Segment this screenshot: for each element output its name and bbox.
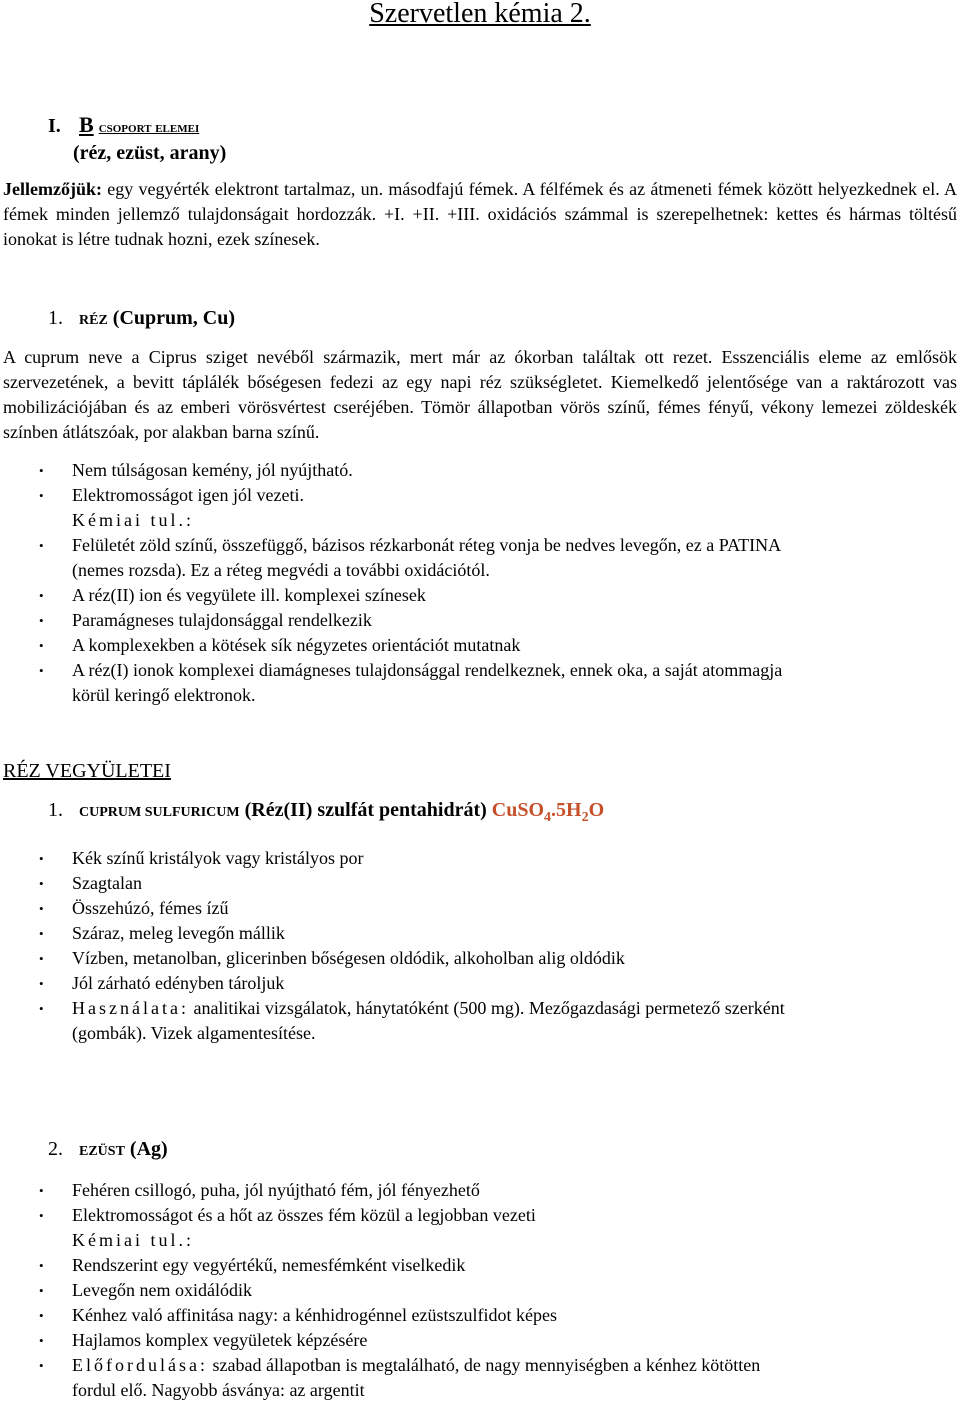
list-item: • Felületét zöld színű, összefüggő, bázisos rézkarbonát réteg vonja be nedves levegőn, ez a PATINA	[0, 533, 960, 558]
silver-heading	[48, 1138, 168, 1161]
page-title: Szervetlen kémia 2.	[369, 0, 591, 29]
chemical-properties-label: Kémiai tul.:	[72, 1230, 194, 1250]
compound-formula: $CuSO_4.5H_2O$	[491, 799, 605, 825]
chemical-properties-label: Kémiai tul.:	[72, 510, 194, 530]
silver-number: 2.	[48, 1138, 63, 1160]
intro-paragraph	[3, 177, 957, 252]
list-item: • Száraz, meleg levegőn mállik	[0, 921, 960, 946]
section-heading	[48, 112, 199, 138]
compounds-heading: RÉZ VEGYÜLETEI	[3, 760, 171, 782]
occurrence-item	[0, 1353, 960, 1378]
usage-text: analitikai vizsgálatok, hánytatóként (500 mg). Mezőgazdasági permetező szerként	[193, 998, 785, 1018]
usage-item	[0, 996, 960, 1021]
silver-symbol: (Ag)	[129, 1138, 168, 1160]
list-item-continuation: (gombák). Vizek algamentesítése.	[72, 1023, 316, 1043]
copper-name: RÉZ	[79, 313, 108, 328]
list-item: • Fehéren csillogó, puha, jól nyújtható fém, jól fényezhető	[0, 1178, 960, 1203]
list-item: • Összehúzó, fémes ízű	[0, 896, 960, 921]
section-subheading: (réz, ezüst, arany)	[73, 142, 227, 164]
list-item: • A komplexekben a kötések sík négyzetes orientációt mutatnak	[0, 633, 960, 658]
copper-number: 1.	[48, 307, 63, 329]
copper-heading	[48, 307, 235, 330]
list-item-continuation: (nemes rozsda). Ez a réteg megvédi a további oxidációtól.	[72, 560, 490, 580]
occurrence-text: szabad állapotban is megtalálható, de nagy mennyiségben a kénhez kötötten	[212, 1355, 761, 1375]
list-item: • Rendszerint egy vegyértékű, nemesfémként viselkedik	[0, 1253, 960, 1278]
silver-properties-list	[0, 1178, 960, 1403]
list-item: • Elektromosságot és a hőt az összes fém közül a legjobban vezeti	[0, 1203, 960, 1228]
list-item: • Szagtalan	[0, 871, 960, 896]
compound-name-hu: (Réz(II) szulfát pentahidrát)	[244, 799, 487, 821]
compound-heading	[48, 799, 604, 826]
list-item: • Nem túlságosan kemény, jól nyújtható.	[0, 458, 960, 483]
list-item-continuation: fordul elő. Nagyobb ásványa: az argentit	[72, 1380, 365, 1400]
copper-name-latin: (Cuprum, Cu)	[112, 307, 236, 329]
list-item: • Levegőn nem oxidálódik	[0, 1278, 960, 1303]
intro-lead: Jellemzőjük:	[3, 179, 102, 199]
copper-properties-list	[0, 458, 960, 708]
section-number: I.	[48, 115, 61, 137]
intro-text: egy vegyérték elektront tartalmaz, un. másodfajú fémek. A félfémek és az átmeneti fémek között helyezkednek el. A fémek minden jellemző tulajdonságait hordozzák. +I. +II. +III. oxidációs számmal is szerepelhetnek: kettes és hármas töltésű ionokat is létre tudnak hozni, ezek színesek.	[3, 179, 957, 249]
occurrence-label: Előfordulása:	[72, 1355, 208, 1375]
list-item: • A réz(II) ion és vegyülete ill. komplexei színesek	[0, 583, 960, 608]
compound-name: CUPRUM SULFURICUM	[79, 805, 240, 820]
compound-properties-list	[0, 846, 960, 1046]
list-item: • A réz(I) ionok komplexei diamágneses tulajdonsággal rendelkeznek, ennek oka, a saját atommagja	[0, 658, 960, 683]
copper-paragraph: A cuprum neve a Ciprus sziget nevéből származik, mert már az ókorban találtak ott rezet. Esszenciális eleme az emlősök szervezetének, a bevitt táplálék bőségesen fedezi az egy napi réz szükségletet. Kiemelkedő jelentősége van a raktározott vas mobilizációjában és az emberi vörösvértest cseréjében. Tömör állapotban vörös színű, fémes fényű, vékony lemezei zöldeskék színben átlátszóak, por alakban barna színű.	[3, 347, 957, 442]
silver-name: EZÜST	[79, 1144, 125, 1159]
section-heading-text: csoport elemei	[98, 120, 200, 136]
list-item-continuation: körül keringő elektronok.	[72, 685, 256, 705]
compound-number: 1.	[48, 799, 63, 821]
list-item: • Vízben, metanolban, glicerinben bőségesen oldódik, alkoholban alig oldódik	[0, 946, 960, 971]
list-item: • Jól zárható edényben tároljuk	[0, 971, 960, 996]
section-heading-initial: B	[79, 112, 94, 137]
list-item: • Hajlamos komplex vegyületek képzésére	[0, 1328, 960, 1353]
list-item: • Elektromosságot igen jól vezeti.	[0, 483, 960, 508]
list-item: • Kék színű kristályok vagy kristályos por	[0, 846, 960, 871]
usage-label: Használata:	[72, 998, 189, 1018]
list-item: • Paramágneses tulajdonsággal rendelkezik	[0, 608, 960, 633]
list-item: • Kénhez való affinitása nagy: a kénhidrogénnel ezüstszulfidot képes	[0, 1303, 960, 1328]
